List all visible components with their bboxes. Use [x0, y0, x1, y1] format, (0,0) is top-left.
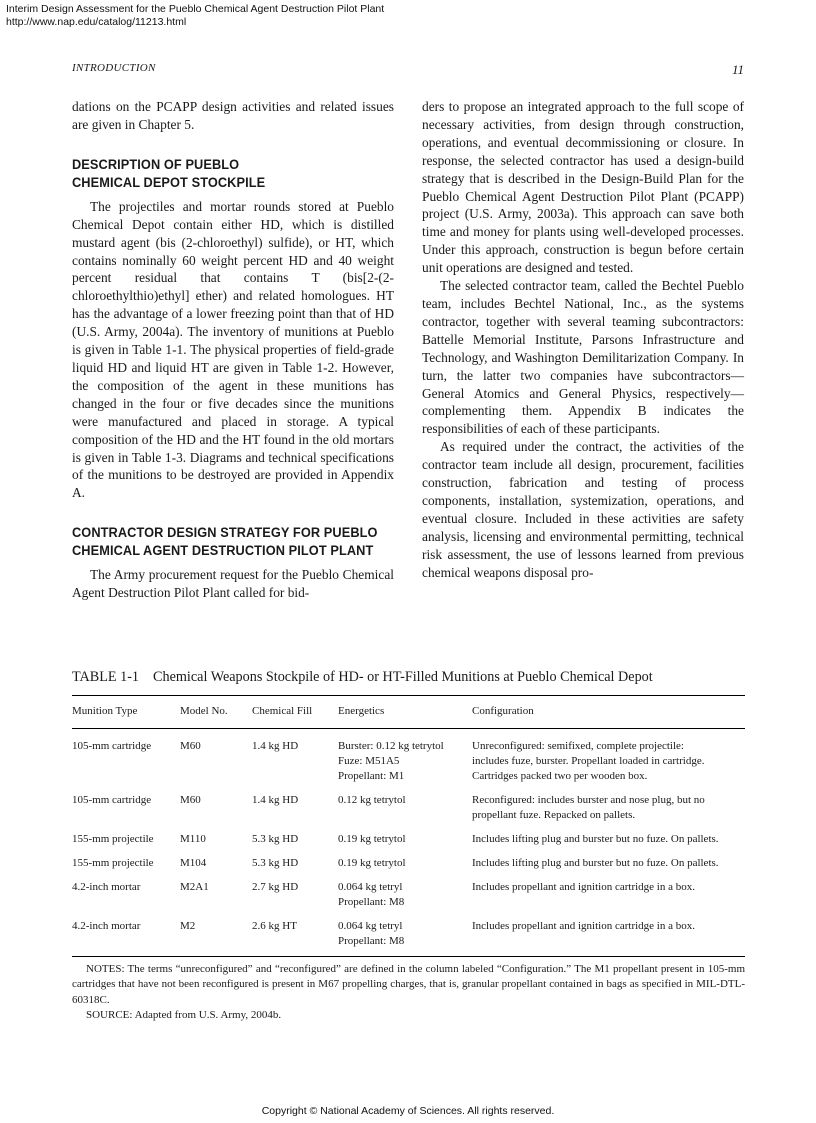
cell-configuration: Includes propellant and ignition cartridge in a box.	[472, 920, 695, 932]
notes-text: NOTES: The terms “unreconfigured” and “reconfigured” are defined in the column labeled “Configuration.” The M1 propellant present in 105-mm cartridges that have not been reconfigured is present in M67 propelling charges, that is, granular propellant contained in bags as specified in MIL-DTL-60318C.	[72, 963, 745, 1006]
cell-model-no: M2	[180, 920, 196, 932]
page-number: 11	[731, 62, 744, 77]
book-title: Interim Design Assessment for the Pueblo Chemical Agent Destruction Pilot Plant	[6, 3, 385, 15]
table-row	[72, 788, 745, 827]
cell-munition-type: 155-mm projectile	[72, 857, 154, 869]
paragraph-intro: dations on the PCAPP design activities and related issues are given in Chapter 5.	[72, 99, 394, 132]
heading-stockpile-line1: DESCRIPTION OF PUEBLO	[72, 156, 240, 173]
cell-configuration: Includes lifting plug and burster but no fuze. On pallets.	[472, 857, 719, 869]
cell-energetics: 0.064 kg tetryl Propellant: M8	[338, 881, 405, 908]
cell-model-no: M104	[180, 857, 207, 869]
source-url[interactable]: http://www.nap.edu/catalog/11213.html	[6, 16, 187, 28]
cell-munition-type: 4.2-inch mortar	[72, 920, 141, 932]
heading-stockpile-line2: CHEMICAL DEPOT STOCKPILE	[72, 174, 266, 191]
table-body	[72, 729, 745, 956]
paragraph-contractor-team: The selected contractor team, called the Bechtel Pueblo team, includes Bechtel National, Inc., as the systems contractor, together with several teaming subcontractors: Battelle Memorial Institute, Parsons Infrastructure and Technology, and Washington Demilitarization Company. In turn, the latter two companies have subcontractors—General Atomics and General Physics, respectively—complementing them. Appendix B indicates the responsibilities of each of these participants.	[422, 278, 744, 437]
right-column	[422, 98, 744, 581]
document-header	[6, 3, 384, 29]
left-column	[72, 98, 394, 602]
cell-energetics: 0.12 kg tetrytol	[338, 794, 406, 806]
cell-model-no: M110	[180, 833, 206, 845]
paragraph-design-build: ders to propose an integrated approach to the full scope of necessary activities, from design through construction, operations, and eventual decommissioning or closure. In response, the selected contractor has used a design-build strategy that is described in the Design-Build Plan for the Pueblo Chemical Agent Destruction Pilot Plant (PCAPP) project (U.S. Army, 2003a). This approach can save both time and money for plants using well-developed processes. Under this approach, construction is begun before certain unit operations are designed and tested.	[422, 99, 744, 276]
table-label: TABLE 1-1	[72, 669, 140, 685]
table-row	[72, 914, 745, 956]
table-row	[72, 729, 745, 788]
heading-strategy-line2: CHEMICAL AGENT DESTRUCTION PILOT PLANT	[72, 543, 374, 560]
cell-chemical-fill: 5.3 kg HD	[252, 833, 299, 845]
copyright-footer: Copyright © National Academy of Sciences. All rights reserved.	[261, 1105, 555, 1117]
table-title: Chemical Weapons Stockpile of HD- or HT-Filled Munitions at Pueblo Chemical Depot	[153, 669, 653, 685]
heading-strategy-line1: CONTRACTOR DESIGN STRATEGY FOR PUEBLO	[72, 525, 378, 542]
header-chemical-fill: Chemical Fill	[252, 705, 313, 717]
cell-configuration: Includes lifting plug and burster but no fuze. On pallets.	[472, 833, 719, 845]
paragraph-activities: As required under the contract, the activities of the contractor team include all design, procurement, facilities construction, fabrication and testing of process components, installation, systemization, operations, and eventual closure. Included in these activities are safety analysis, licensing and environmental permitting, technical risk assessment, the use of lessons learned from previous chemical weapons disposal pro-	[422, 439, 744, 580]
cell-energetics: 0.19 kg tetrytol	[338, 857, 406, 869]
header-munition-type: Munition Type	[72, 705, 138, 717]
table-row	[72, 851, 745, 875]
table-header-row	[72, 696, 745, 728]
cell-chemical-fill: 2.6 kg HT	[252, 920, 297, 932]
running-head	[72, 62, 744, 78]
cell-energetics: 0.19 kg tetrytol	[338, 833, 406, 845]
cell-configuration: Reconfigured: includes burster and nose plug, but no propellant fuze. Repacked on pallets.	[472, 794, 705, 821]
cell-model-no: M60	[180, 794, 201, 806]
cell-energetics: 0.064 kg tetryl Propellant: M8	[338, 920, 405, 947]
paragraph-stockpile: The projectiles and mortar rounds stored at Pueblo Chemical Depot contain either HD, which is distilled mustard agent (bis (2-chloroethyl) sulfide), or HT, which contains nominally 60 weight percent HD and 40 weight percent residual that contains T (bis[2-(2-chloroethylthio)ethyl] ether) and related homologues. HT has the advantage of a lower freezing point than that of HD (U.S. Army, 2004a). The inventory of munitions at Pueblo is given in Table 1-1. The physical properties of field-grade liquid HD and liquid HT are given in Table 1-2. However, the composition of the agent in these munitions has changed in the four or five decades since the munitions were manufactured and placed in storage. A typical composition of the HD and the HT found in the old mortars is given in Table 1-3. Diagrams and technical specifications of the munitions to be destroyed are provided in Appendix A.	[72, 198, 394, 501]
cell-chemical-fill: 2.7 kg HD	[252, 881, 299, 893]
cell-energetics: Burster: 0.12 kg tetrytol Fuze: M51A5 Propellant: M1	[338, 740, 444, 782]
cell-model-no: M60	[180, 740, 201, 752]
table-row	[72, 827, 745, 851]
source-text: SOURCE: Adapted from U.S. Army, 2004b.	[86, 1008, 282, 1021]
munitions-table	[72, 695, 745, 957]
header-energetics: Energetics	[338, 705, 385, 717]
section-name: INTRODUCTION	[72, 62, 156, 74]
paragraph-strategy: The Army procurement request for the Pueblo Chemical Agent Destruction Pilot Plant called for bid-	[72, 567, 394, 601]
header-configuration: Configuration	[472, 705, 534, 717]
cell-chemical-fill: 5.3 kg HD	[252, 857, 299, 869]
table-notes	[72, 962, 745, 1023]
table-caption	[72, 669, 653, 686]
cell-munition-type: 105-mm cartridge	[72, 794, 152, 806]
cell-configuration: Unreconfigured: semifixed, complete projectile: includes fuze, burster. Propellant loaded in cartridge. Cartridges packed two per wooden box.	[472, 740, 705, 782]
cell-chemical-fill: 1.4 kg HD	[252, 794, 299, 806]
cell-chemical-fill: 1.4 kg HD	[252, 740, 299, 752]
table-row	[72, 875, 745, 914]
cell-configuration: Includes propellant and ignition cartridge in a box.	[472, 881, 695, 893]
cell-munition-type: 155-mm projectile	[72, 833, 154, 845]
cell-munition-type: 105-mm cartridge	[72, 740, 152, 752]
cell-munition-type: 4.2-inch mortar	[72, 881, 141, 893]
cell-model-no: M2A1	[180, 881, 209, 893]
header-model-no: Model No.	[180, 705, 228, 717]
